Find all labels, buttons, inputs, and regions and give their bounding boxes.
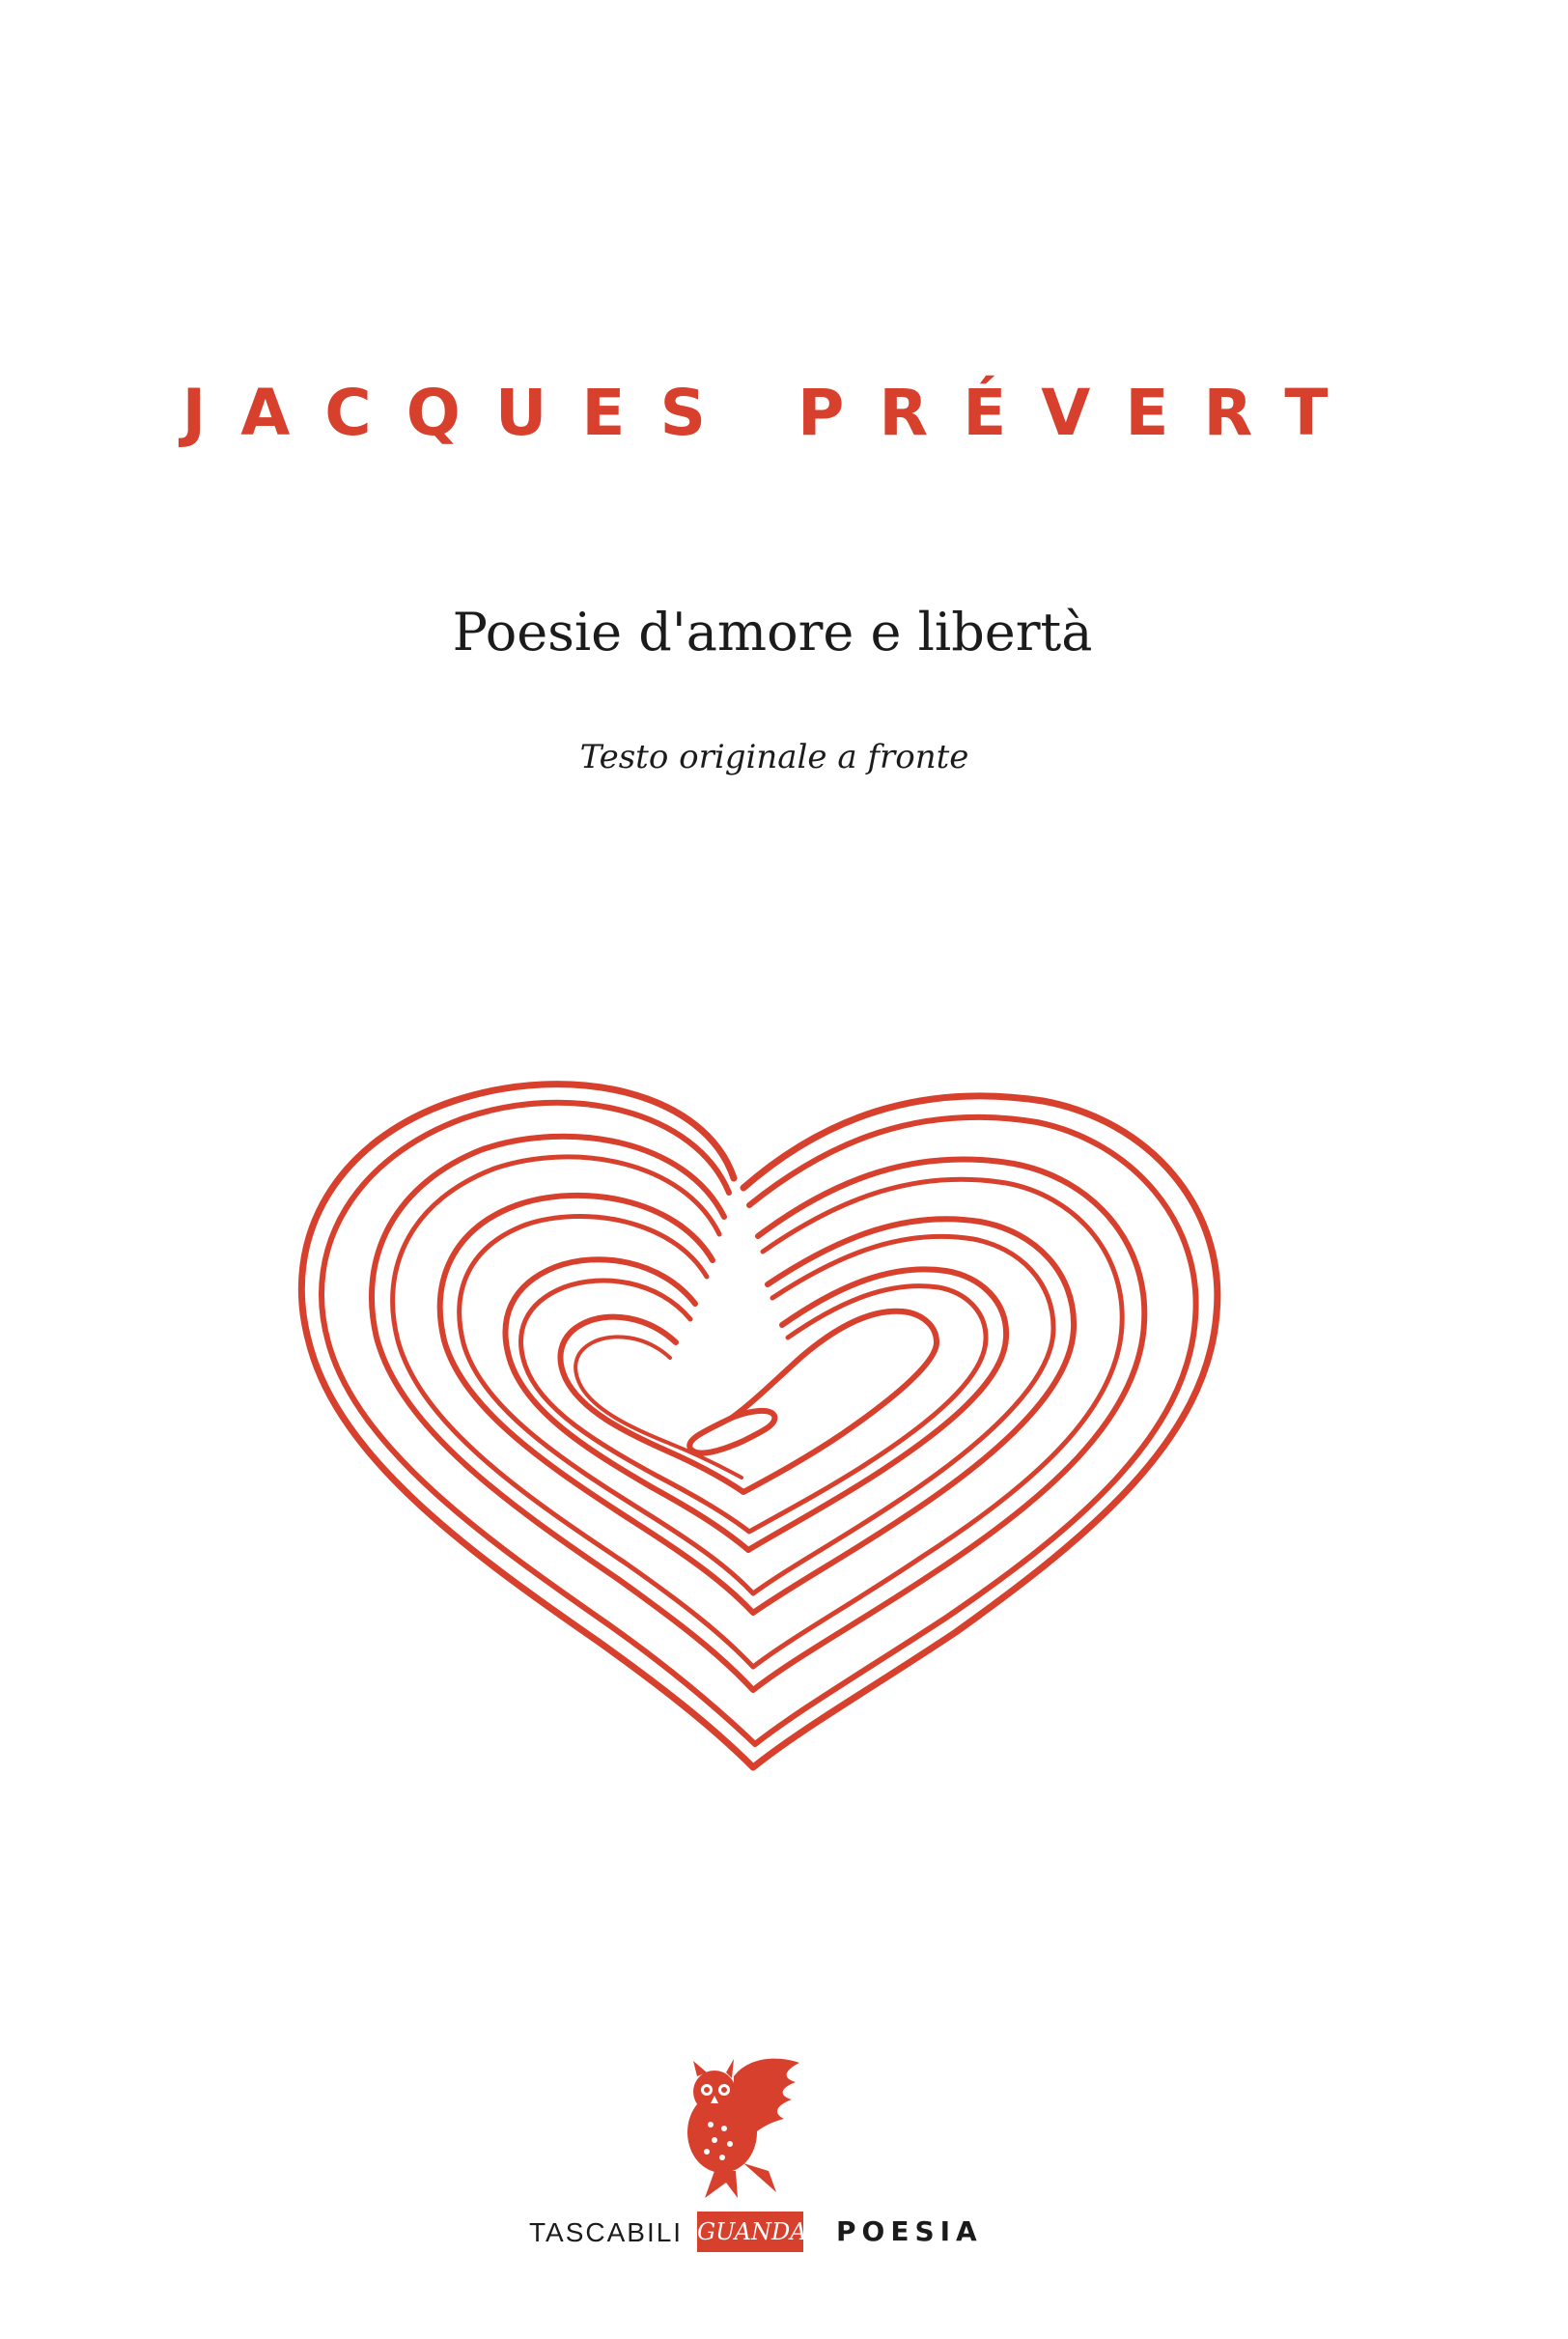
book-subtitle: Testo originale a fronte	[579, 738, 969, 776]
spiral-heart-icon	[280, 1053, 1236, 1787]
imprint-line	[0, 2212, 1568, 2260]
genre-label: POESIA	[836, 2215, 983, 2247]
red-owl-logo-icon	[676, 2057, 811, 2202]
author-name: JACQUES PRÉVERT	[182, 376, 1363, 450]
publisher-badge: GUANDA	[697, 2212, 803, 2252]
series-label: TASCABILI	[529, 2217, 684, 2247]
book-title: Poesie d'amore e libertà	[452, 602, 1093, 662]
